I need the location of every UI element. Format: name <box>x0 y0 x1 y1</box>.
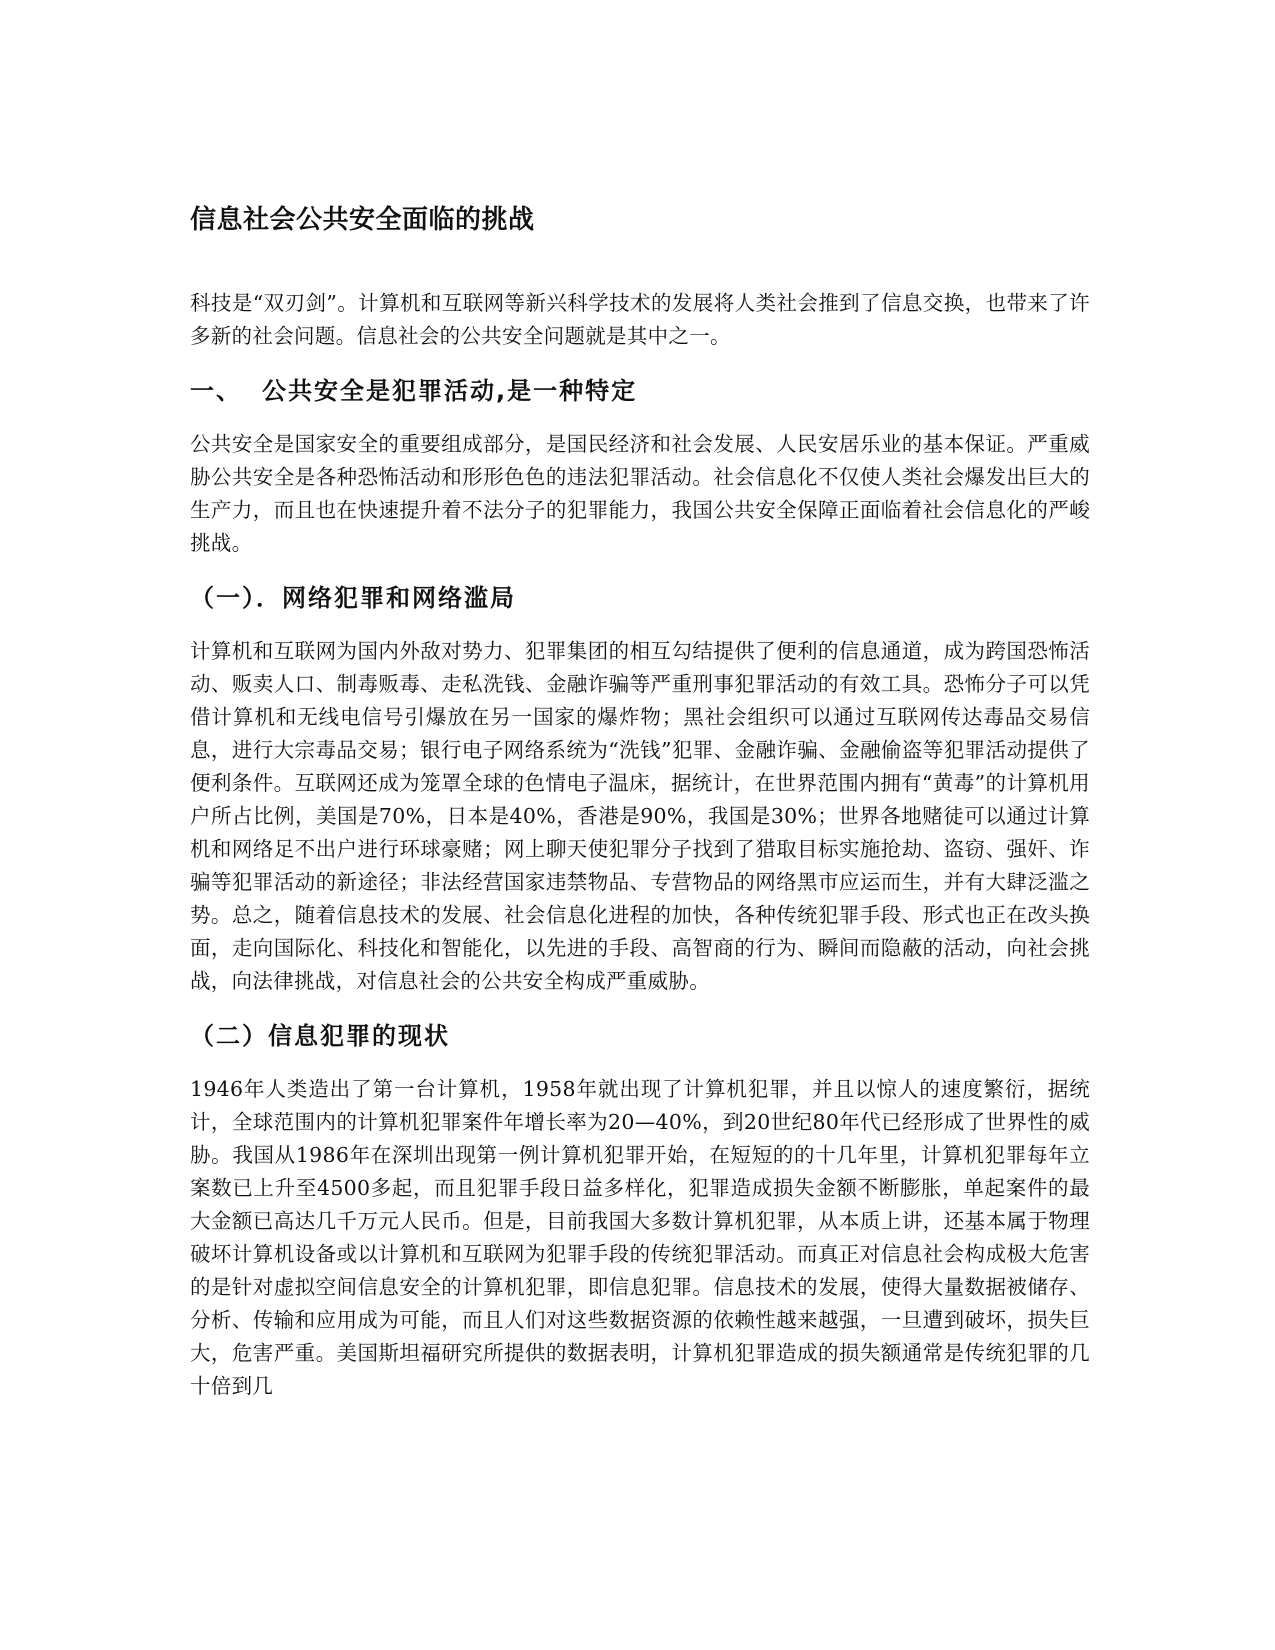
spacer <box>190 998 1090 1016</box>
subsection-2-heading: （二）信息犯罪的现状 <box>190 1022 450 1050</box>
spacer <box>190 618 1090 635</box>
subsection-1-heading: （一）．网络犯罪和网络滥局 <box>190 584 516 612</box>
intro-paragraph: 科技是“双刃剑”。计算机和互联网等新兴科学技术的发展将人类社会推到了信息交换，也带来了许多新的社会问题。信息社会的公共安全问题就是其中之一。 <box>190 291 1090 348</box>
section-1-heading-text: 公共安全是犯罪活动,是一种特定 <box>262 377 638 405</box>
spacer <box>190 353 1090 371</box>
spacer <box>190 240 1090 287</box>
subsection-1-paragraph: 计算机和互联网为国内外敌对势力、犯罪集团的相互勾结提供了便利的信息通道，成为跨国恐怖活动、贩卖人口、制毒贩毒、走私洗钱、金融诈骗等严重刑事犯罪活动的有效工具。恐怖分子可以凭借计算机和无线电信号引爆放在另一国家的爆炸物；黑社会组织可以通过互联网传达毒品交易信息，进行大宗毒品交易；银行电子网络系统为“洗钱”犯罪、金融诈骗、金融偷盗等犯罪活动提供了便利条件。互联网还成为笼罩全球的色情电子温床，据统计，在世界范围内拥有“黄毒”的计算机用户所占比例，美国是70%，日本是40%，香港是90%，我国是30%；世界各地赌徒可以通过计算机和网络足不出户进行环球豪赌；网上聊天使犯罪分子找到了猎取目标实施抢劫、盗窃、强奸、诈骗等犯罪活动的新途径；非法经营国家违禁物品、专营物品的网络黑市应运而生，并有大肆泛滥之势。总之，随着信息技术的发展、社会信息化进程的加快，各种传统犯罪手段、形式也正在改头换面，走向国际化、科技化和智能化，以先进的手段、高智商的行为、瞬间而隐蔽的活动，向社会挑战，向法律挑战，对信息社会的公共安全构成严重威胁。 <box>190 639 1090 993</box>
section-1-heading <box>190 371 1090 411</box>
spacer <box>190 1056 1090 1073</box>
spacer <box>190 411 1090 428</box>
spacer <box>190 560 1090 578</box>
document-content <box>190 200 1090 1403</box>
subsection-2-paragraph: 1946年人类造出了第一台计算机，1958年就出现了计算机犯罪，并且以惊人的速度繁衍，据统计，全球范围内的计算机犯罪案件年增长率为20—40%，到20世纪80年代已经形成了世界性的威胁。我国从1986年在深圳出现第一例计算机犯罪开始，在短短的的十几年里，计算机犯罪每年立案数已上升至4500多起，而且犯罪手段日益多样化，犯罪造成损失金额不断膨胀，单起案件的最大金额已高达几千万元人民币。但是，目前我国大多数计算机犯罪，从本质上讲，还基本属于物理破坏计算机设备或以计算机和互联网为犯罪手段的传统犯罪活动。而真正对信息社会构成极大危害的是针对虚拟空间信息安全的计算机犯罪，即信息犯罪。信息技术的发展，使得大量数据被储存、分析、传输和应用成为可能，而且人们对这些数据资源的依赖性越来越强，一旦遭到破坏，损失巨大，危害严重。美国斯坦福研究所提供的数据表明，计算机犯罪造成的损失额通常是传统犯罪的几十倍到几 <box>190 1077 1090 1398</box>
section-1-paragraph: 公共安全是国家安全的重要组成部分，是国民经济和社会发展、人民安居乐业的基本保证。严重威胁公共安全是各种恐怖活动和形形色色的违法犯罪活动。社会信息化不仅使人类社会爆发出巨大的生产力，而且也在快速提升着不法分子的犯罪能力，我国公共安全保障正面临着社会信息化的严峻挑战。 <box>190 432 1090 555</box>
document-title: 信息社会公共安全面临的挑战 <box>190 205 535 235</box>
section-1-number: 一、 <box>190 377 242 405</box>
